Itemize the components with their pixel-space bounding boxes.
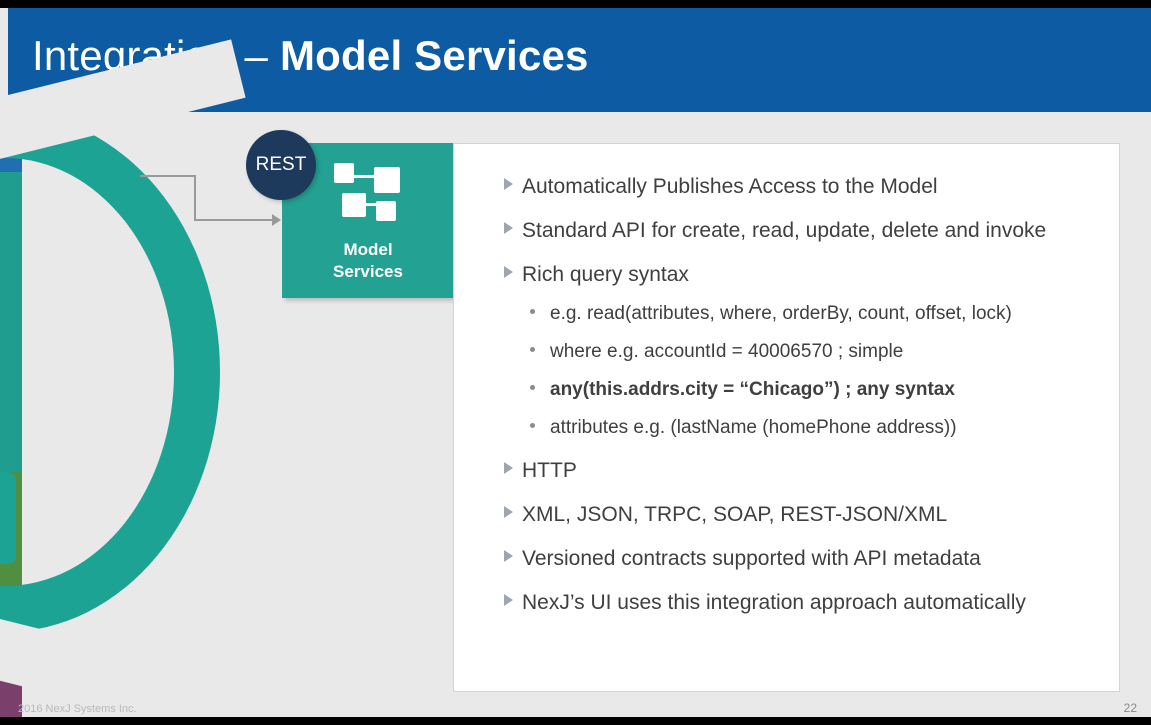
bullet-arrow-icon (504, 222, 513, 234)
connector-segment-v1 (194, 175, 196, 221)
bullet-item (476, 262, 1101, 288)
bullet-dot-icon (530, 309, 535, 314)
rest-badge: REST (246, 130, 316, 200)
bullet-text: Versioned contracts supported with API metadata (522, 547, 981, 570)
page-number: 22 (1123, 701, 1137, 715)
page-title-main: Model Services (279, 32, 589, 79)
bullet-arrow-icon (504, 462, 513, 474)
bullet-item (476, 502, 1101, 528)
sub-bullet-item (476, 340, 1101, 364)
bullet-dot-icon (530, 347, 535, 352)
node-square-2 (374, 167, 400, 193)
bullet-arrow-icon (504, 550, 513, 562)
bullet-item (476, 590, 1101, 616)
bullet-text: Rich query syntax (522, 263, 689, 286)
bullet-dot-icon (530, 423, 535, 428)
top-border (0, 0, 1151, 8)
node-square-1 (334, 163, 354, 183)
node-square-3 (342, 193, 366, 217)
bullet-text: NexJ’s UI uses this integration approach automatically (522, 591, 1026, 614)
sub-bullet-text: e.g. read(attributes, where, orderBy, count, offset, lock) (550, 303, 1012, 324)
sub-bullet-item (476, 378, 1101, 402)
bullet-list (476, 158, 1101, 616)
bullet-dot-icon (530, 385, 535, 390)
bullet-item (476, 546, 1101, 572)
bullet-item (476, 174, 1101, 200)
bullet-arrow-icon (504, 178, 513, 190)
page-title-prefix: Integration – (32, 32, 280, 79)
content-panel (453, 143, 1120, 692)
model-services-label-line1: Model (343, 240, 393, 259)
sub-bullet-text: any(this.addrs.city = “Chicago”) ; any syntax (550, 379, 955, 400)
bullet-item (476, 218, 1101, 244)
bullet-text: HTTP (522, 459, 577, 482)
copyright-footer: 2016 NexJ Systems Inc. (18, 703, 137, 715)
arrow-right-icon (272, 214, 281, 226)
node-square-4 (376, 201, 396, 221)
network-nodes-icon (334, 163, 404, 223)
ring-connector-tab (0, 472, 16, 564)
bullet-text: XML, JSON, TRPC, SOAP, REST-JSON/XML (522, 503, 948, 526)
connector-segment-h2 (194, 219, 274, 221)
node-link-1 (353, 175, 375, 178)
bullet-text: Automatically Publishes Access to the Model (522, 175, 938, 198)
sub-bullet-text: attributes e.g. (lastName (homePhone address)) (550, 417, 957, 438)
bullet-item (476, 458, 1101, 484)
model-services-label (282, 239, 454, 283)
bullet-arrow-icon (504, 506, 513, 518)
sub-bullet-item (476, 302, 1101, 326)
bottom-border (0, 717, 1151, 725)
bullet-arrow-icon (504, 266, 513, 278)
model-services-label-line2: Services (333, 262, 403, 281)
bullet-arrow-icon (504, 594, 513, 606)
sub-bullet-text: where e.g. accountId = 40006570 ; simple (550, 341, 904, 362)
bullet-text: Standard API for create, read, update, delete and invoke (522, 219, 1047, 242)
connector-segment-h1 (140, 175, 196, 177)
sub-bullet-item (476, 416, 1101, 440)
